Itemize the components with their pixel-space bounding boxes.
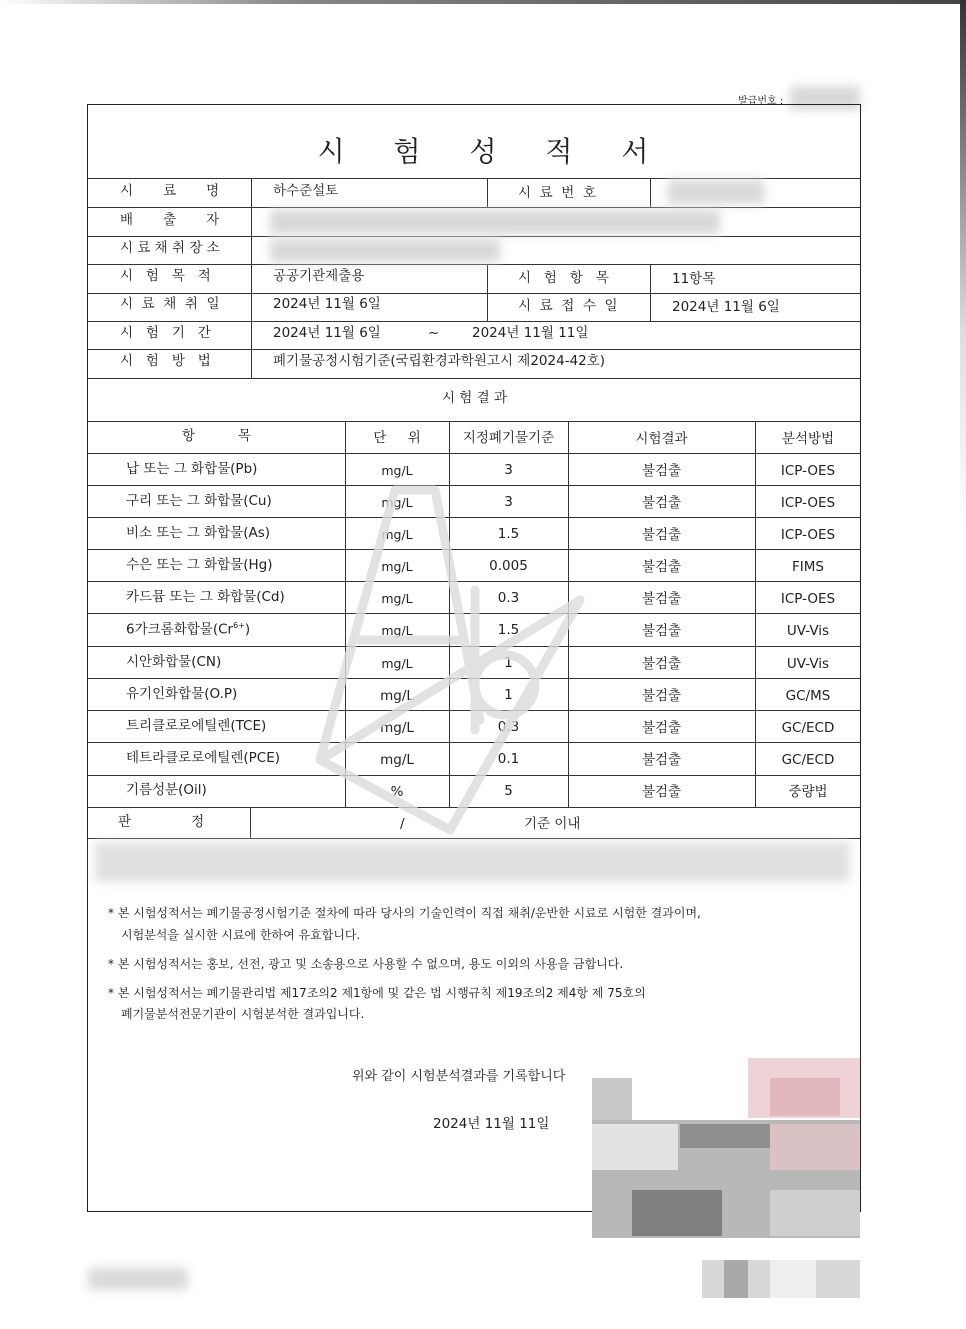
row-standard: 1.5: [497, 526, 520, 542]
row-standard: 1: [504, 655, 513, 671]
row-standard: 0.1: [497, 751, 520, 767]
row-method: ICP-OES: [780, 527, 836, 543]
note-3-line-1: * 본 시험성적서는 폐기물관리법 제17조의2 제1항에 및 같은 법 시행규칙 제19조의2 제4항 제 75호의: [108, 986, 646, 1000]
row-method: ICP-OES: [780, 495, 836, 511]
footer-statement: 위와 같이 시험분석결과를 기록합니다: [352, 1069, 566, 1084]
row-method: 중량법: [788, 784, 828, 800]
note-1-line-1: * 본 시험성적서는 폐기물공정시험기준 절차에 따라 당사의 기술인력이 직접 채취/운반한 시료로 시험한 결과이며,: [108, 906, 701, 920]
sampling-date-label: 시 료 채 취 일: [120, 296, 220, 312]
row-item: 기름성분(Oil): [126, 782, 207, 798]
row-unit: mg/L: [380, 720, 414, 736]
row-unit: mg/L: [381, 527, 413, 542]
purpose-value: 공공기관제출용: [273, 268, 365, 284]
row-unit: mg/L: [381, 463, 413, 478]
row-method: UV-Vis: [786, 623, 830, 639]
row-method: GC/ECD: [781, 720, 835, 736]
col-header-item: 항 목: [182, 428, 251, 444]
row-unit: mg/L: [381, 656, 413, 671]
period-start: 2024년 11월 6일: [273, 325, 381, 341]
row-method: ICP-OES: [780, 463, 836, 479]
row-item-superscript: 6+: [233, 621, 245, 630]
row-unit: %: [390, 784, 404, 800]
row-item: 카드뮴 또는 그 화합물(Cd): [126, 589, 285, 605]
row-item: [126, 622, 250, 637]
sample-name-value: 하수준설토: [273, 183, 339, 199]
row-item: 트리클로로에틸렌(TCE): [126, 718, 267, 734]
scan-edge-right: [960, 0, 966, 1329]
sampling-place-label: 시 료 채 취 장 소: [120, 240, 220, 256]
row-standard: 1: [504, 687, 513, 703]
period-label: 시 험 기 간: [120, 325, 211, 341]
row-standard: 0.3: [497, 719, 520, 735]
row-result: 불검출: [641, 527, 682, 543]
method-label: 시 험 방 법: [120, 353, 211, 369]
row-standard: 0.005: [489, 558, 528, 574]
row-unit: mg/L: [380, 752, 414, 768]
redacted-discharger: [270, 210, 720, 234]
receipt-date-label: 시 료 접 수 일: [518, 298, 618, 314]
row-item: 구리 또는 그 화합물(Cu): [126, 493, 272, 509]
row-method: GC/ECD: [781, 752, 835, 768]
row-standard: 1.5: [497, 622, 520, 638]
judgment-mark: /: [400, 816, 405, 832]
test-items-label: 시 험 항 목: [518, 270, 609, 286]
row-item: 테트라클로로에틸렌(PCE): [126, 750, 280, 766]
row-standard: 0.3: [497, 590, 520, 606]
row-method: FIMS: [792, 559, 824, 575]
row-unit: mg/L: [381, 623, 413, 638]
row-result: 불검출: [641, 784, 682, 800]
judgment-label: 판 정: [118, 814, 205, 830]
row-item-suffix: ): [244, 621, 251, 638]
col-header-method: 분석방법: [781, 431, 835, 447]
row-item: 수은 또는 그 화합물(Hg): [126, 557, 273, 573]
note-3-line-2: 폐기물분석전문기관이 시험분석한 결과입니다.: [121, 1007, 365, 1021]
row-result: 불검출: [641, 720, 682, 736]
row-unit: mg/L: [380, 688, 414, 704]
row-result: 불검출: [641, 463, 682, 479]
sample-number-label: 시 료 번 호: [518, 185, 596, 201]
redacted-sample-number: [668, 180, 764, 204]
col-header-result: 시험결과: [635, 431, 688, 447]
row-result: 불검출: [641, 591, 682, 607]
redacted-signatures: [95, 842, 850, 882]
row-method: UV-Vis: [786, 656, 830, 672]
issue-number-label: 발급번호 :: [738, 96, 784, 107]
row-item: 비소 또는 그 화합물(As): [126, 525, 271, 541]
note-1-line-2: 시험분석을 실시한 시료에 한하여 유효합니다.: [121, 928, 361, 942]
row-result: 불검출: [641, 688, 682, 704]
page-title: 시 험 성 적 서: [317, 135, 669, 168]
row-result: 불검출: [641, 752, 682, 768]
row-result: 불검출: [641, 623, 682, 639]
row-item-text: 6가크롬화합물(Cr: [126, 621, 234, 638]
footer-date: 2024년 11월 11일: [433, 1116, 550, 1132]
row-result: 불검출: [641, 559, 682, 575]
sampling-date-value: 2024년 11월 6일: [273, 296, 381, 312]
scan-edge-top: [0, 0, 966, 4]
judgment-value: 기준 이내: [524, 816, 581, 832]
row-unit: mg/L: [381, 559, 413, 574]
row-item: 유기인화합물(O.P): [126, 686, 238, 702]
sample-name-label: 시 료 명: [120, 183, 220, 199]
col-header-unit: 단 위: [373, 430, 421, 446]
purpose-label: 시 험 목 적: [120, 268, 211, 284]
receipt-date-value: 2024년 11월 6일: [672, 299, 780, 315]
row-standard: 5: [504, 783, 513, 799]
row-standard: 3: [504, 494, 513, 510]
row-result: 불검출: [641, 495, 682, 511]
results-section-title: 시 험 결 과: [441, 390, 508, 406]
method-value: 폐기물공정시험기준(국립환경과학원고시 제2024-42호): [273, 353, 606, 369]
row-item: 납 또는 그 화합물(Pb): [126, 461, 258, 477]
period-end: 2024년 11월 11일: [472, 325, 589, 341]
row-method: GC/MS: [785, 688, 831, 704]
col-header-standard: 지정폐기물기준: [462, 430, 555, 446]
row-unit: mg/L: [381, 591, 413, 606]
row-unit: mg/L: [381, 495, 413, 510]
discharger-label: 배 출 자: [120, 212, 220, 228]
period-separator: ~: [428, 325, 440, 341]
redacted-sampling-place: [270, 239, 500, 262]
redacted-bottom-left: [88, 1268, 188, 1290]
test-items-value: 11항목: [672, 271, 716, 287]
row-standard: 3: [504, 462, 513, 478]
note-2: * 본 시험성적서는 홍보, 선전, 광고 및 소송용으로 사용할 수 없으며, 용도 이외의 사용을 금합니다.: [108, 957, 624, 971]
row-item: 시안화합물(CN): [126, 654, 222, 670]
row-result: 불검출: [641, 656, 682, 672]
row-method: ICP-OES: [780, 591, 836, 607]
